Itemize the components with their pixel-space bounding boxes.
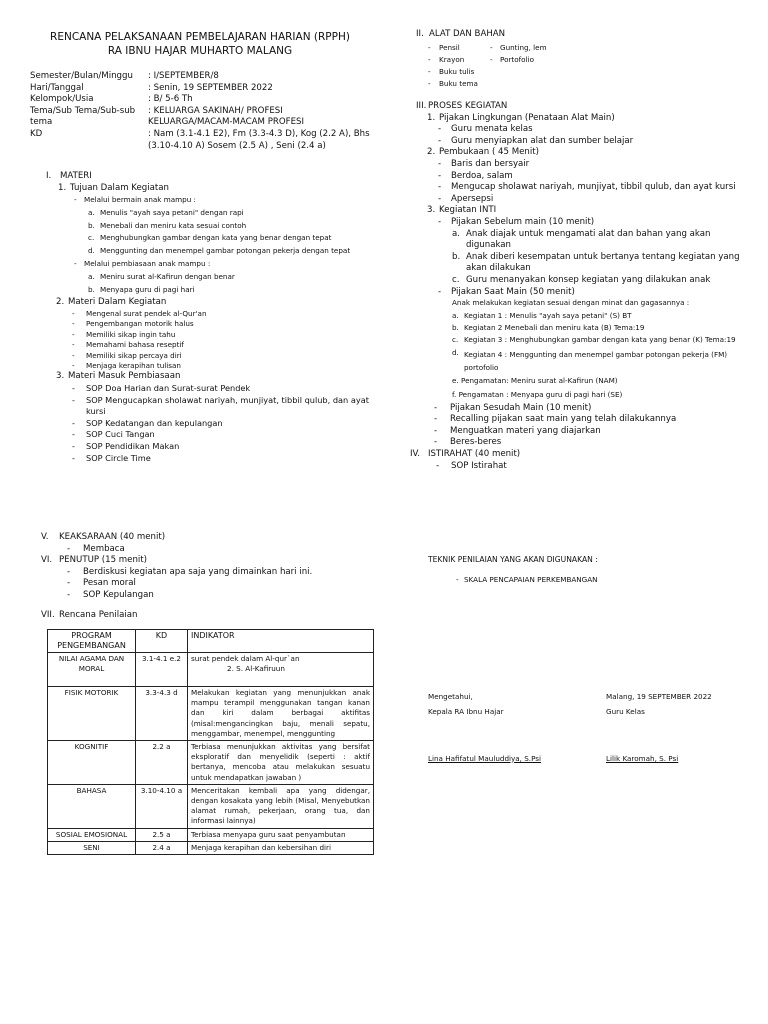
list-item: - Membaca: [67, 543, 125, 554]
list-item: f. Pengamatan : Menyapa guru di pagi hari (SE): [452, 390, 623, 400]
meta-row: Kelompok/Usia : B/ 5-6 Th: [30, 94, 193, 105]
section-heading: VI. PENUTUP (15 menit): [41, 555, 148, 566]
alat-list: [490, 43, 547, 91]
section-proses-kegiatan: III. PROSES KEGIATAN 1. Pijakan Lingkungan (Penataan Alat Main) - Guru menata kelas - Guru menyiapkan alat dan sumber belajar 2. Pembukaan ( 45 Menit) - Baris dan bersyair - Berdoa, salam - Mengucap sholawat nariyah, munjiyat, tibbil qulub, dan ayat kursi - Apersepsi 3. Kegiatan INTI - Pijakan Sebelum main (10 menit) a. Anak diajak untuk mengamati alat dan bahan yang akan digunakan b. Anak diberi kesempatan untuk bertanya tentang kegiatan yang akan dilakukan c. Guru menanyakan konsep kegiatan yang dilakukan anak - Pijakan Saat Main (50 menit) Anak melakukan kegiatan sesuai dengan minat dan gagasannya : a. Kegiatan 1 : Menulis "ayah saya petani" (S) BT b. Kegiatan 2 Menebali dan meniru kata (B) Tema:19 c. Kegiatan 3 : Menghubungkan gambar dengan kata yang benar (K) Tema:19 d. Kegiatan 4 : Menggunting dan menempel gambar potongan pekerja (FM) portofolio e. Pengamatan: Meniru surat al-Kafirun (NAM) f. Pengamatan : Menyapa guru di pagi hari (SE) - Pijakan Sesudah Main (10 menit) - Recalling pijakan saat main yang telah dilakukannya - Menguatkan materi yang diajarkan - Beres-beres IV. ISTIRAHAT (40 menit) - SOP Istirahat: [416, 101, 761, 472]
signatory-name: Lina Hafifatul Mauluddiya, S.Psi: [428, 753, 542, 763]
section-heading: VII. Rencana Penilaian: [41, 609, 138, 620]
signature-right: Malang, 19 SEPTEMBER 2022 Guru Kelas Lilik Karomah, S. Psi: [606, 692, 756, 764]
list-item: - Buku tema: [428, 78, 478, 88]
subsection-heading: 3. Kegiatan INTI: [427, 205, 497, 216]
list-item: - SOP Circle Time: [72, 452, 151, 463]
list-item: - Menguatkan materi yang diajarkan: [434, 425, 601, 436]
school-name: RA IBNU HAJAR MUHARTO MALANG: [107, 45, 293, 57]
section-materi: [46, 171, 386, 464]
list-item: - Pengembangan motorik halus: [72, 319, 194, 329]
meta-info: [30, 71, 370, 152]
list-item: - Recalling pijakan saat main yang telah dilakukannya: [434, 414, 677, 425]
document-title: RENCANA PELAKSANAAN PEMBELAJARAN HARIAN (RPPH): [50, 31, 350, 43]
list-item: d. Kegiatan 4 : Menggunting dan menempel gambar potongan pekerja (FM) portofolio: [452, 347, 728, 372]
alat-list: [428, 43, 490, 91]
section-keaksaraan-penutup: [41, 532, 381, 621]
section-heading: III. PROSES KEGIATAN: [416, 101, 508, 111]
list-item: - SOP Cuci Tangan: [72, 429, 155, 440]
list-item: - Pensil: [428, 42, 460, 52]
list-item: - Mengenal surat pendek al-Qur'an: [72, 309, 207, 319]
subsection-heading: 2. Pembukaan ( 45 Menit): [427, 147, 539, 158]
section-heading: IV. ISTIRAHAT (40 menit): [410, 448, 521, 459]
teknik-penilaian-heading: TEKNIK PENILAIAN YANG AKAN DIGUNAKAN :: [428, 555, 598, 564]
list-item: - SOP Kedatangan dan kepulangan: [72, 417, 223, 428]
column-header: INDIKATOR: [188, 630, 374, 653]
signatory-name: Lilik Karomah, S. Psi: [606, 753, 679, 763]
list-item: - Memiliki sikap percaya diri: [72, 350, 182, 360]
document-header: [20, 30, 380, 58]
list-item: c. Menghubungkan gambar dengan kata yang benar dengan tepat: [88, 233, 332, 243]
meta-row: Semester/Bulan/Minggu : I/SEPTEMBER/8: [30, 71, 219, 81]
signature-left: Mengetahui, Kepala RA Ibnu Hajar Lina Hafifatul Mauluddiya, S.Psi: [428, 692, 588, 764]
pembiasaan-list: [72, 383, 386, 464]
list-item: - Mengucap sholawat nariyah, munjiyat, tibbil qulub, dan ayat kursi: [438, 182, 736, 193]
list-item: - Apersepsi: [438, 193, 494, 204]
list-item: - Krayon: [428, 54, 465, 64]
subsection-heading: 3. Materi Masuk Pembiasaan: [56, 371, 181, 382]
list-item: b. Kegiatan 2 Menebali dan meniru kata (B) Tema:19: [452, 322, 645, 332]
table-header-row: [48, 630, 374, 653]
meta-row: Tema/Sub Tema/Sub-sub tema : KELUARGA SAKINAH/ PROFESI KELUARGA/MACAM-MACAM PROFESI: [30, 105, 304, 128]
subsection-heading: 1. Tujuan Dalam Kegiatan: [58, 182, 169, 193]
subsection-heading: 1. Pijakan Lingkungan (Penataan Alat Main): [427, 112, 615, 123]
list-item: - Guru menata kelas: [438, 124, 533, 135]
list-item: d. Menggunting dan menempel gambar potongan pekerja dengan tepat: [88, 246, 351, 256]
list-item: - Memiliki sikap ingin tahu: [72, 329, 176, 339]
section-alat-bahan: [416, 29, 756, 91]
list-item: - Beres-beres: [434, 437, 502, 448]
list-item: c. Guru menanyakan konsep kegiatan yang dilakukan anak: [452, 274, 711, 285]
teknik-penilaian-item: - SKALA PENCAPAIAN PERKEMBANGAN: [456, 575, 598, 584]
list-item: - Pijakan Sesudah Main (10 menit): [434, 402, 592, 413]
list-item: - Baris dan bersyair: [438, 158, 530, 169]
list-item: a. Menulis "ayah saya petani" dengan rapi: [88, 207, 244, 217]
list-item: a. Kegiatan 1 : Menulis "ayah saya petani" (S) BT: [452, 310, 632, 320]
table-row: FISIK MOTORIK 3.3-4.3 d Melakukan kegiatan yang menunjukkan anak mampu terampil menggunakan tangan kanan dan kiri dalam berbagai aktifitas (misal:mengancingkan baju, menali sepatu, menggambar, menempel, menggunting: [48, 687, 374, 741]
list-item: e. Pengamatan: Meniru surat al-Kafirun (NAM): [452, 375, 618, 385]
penilaian-table: [47, 629, 374, 855]
list-item: c. Kegiatan 3 : Menghubungkan gambar dengan kata yang benar (K) Tema:19: [452, 335, 736, 345]
list-item: - SOP Kepulangan: [67, 589, 154, 600]
list-item: b. Menyapa guru di pagi hari: [88, 284, 195, 294]
section-heading: II. ALAT DAN BAHAN: [416, 29, 506, 39]
column-header: KD: [136, 630, 188, 653]
list-item: - Berdiskusi kegiatan apa saja yang dimainkan hari ini.: [67, 566, 313, 577]
list-item: - SOP Istirahat: [436, 460, 507, 471]
list-item: - Gunting, lem: [490, 42, 547, 52]
list-item: - Portofolio: [490, 54, 534, 64]
meta-row: KD : Nam (3.1-4.1 E2), Fm (3.3-4.3 D), Kog (2.2 A), Bhs (3.10-4.10 A) Sosem (2.5 A) , Seni (2.4 a): [30, 128, 370, 151]
tujuan-list: - Melalui bermain anak mampu : a. Menulis "ayah saya petani" dengan rapi b. Menebali dan meniru kata sesuai contoh c. Menghubungkan gambar dengan kata yang benar dengan tepat d. Menggunting dan menempel gambar potongan pekerja dengan tepat - Melalui pembiasaan anak mampu : a. Meniru surat al-Kafirun dengan benar b. Menyapa guru di pagi hari: [74, 195, 386, 295]
list-item: - Memahami bahasa reseptif: [72, 340, 184, 350]
list-item: a. Anak diajak untuk mengamati alat dan bahan yang akan digunakan: [452, 228, 711, 251]
materi-dalam-list: [72, 309, 386, 371]
column-header: PROGRAM PENGEMBANGAN: [48, 630, 136, 653]
list-item: - SOP Doa Harian dan Surat-surat Pendek: [72, 383, 251, 394]
subsection-heading: 2. Materi Dalam Kegiatan: [56, 297, 167, 308]
list-item: - Buku tulis: [428, 66, 475, 76]
list-item: b. Menebali dan meniru kata sesuai contoh: [88, 220, 247, 230]
table-row: SOSIAL EMOSIONAL 2.5 a Terbiasa menyapa guru saat penyambutan: [48, 828, 374, 841]
table-row: SENI 2.4 a Menjaga kerapihan dan kebersihan diri: [48, 841, 374, 854]
table-row: KOGNITIF 2.2 a Terbiasa menunjukkan aktivitas yang bersifat eksploratif dan menyelidik (seperti : aktif bertanya, mencoba atau melakukan sesuatu untuk mendapatkan jawaban ): [48, 741, 374, 785]
section-heading: V. KEAKSARAAN (40 menit): [41, 532, 166, 542]
list-item: - SOP Pendidikan Makan: [72, 441, 180, 452]
meta-row: Hari/Tanggal : Senin, 19 SEPTEMBER 2022: [30, 82, 273, 93]
list-item: a. Meniru surat al-Kafirun dengan benar: [88, 271, 235, 281]
section-heading: I. MATERI: [46, 171, 92, 181]
list-item: b. Anak diberi kesempatan untuk bertanya tentang kegiatan yang akan dilakukan: [452, 251, 740, 274]
table-row: NILAI AGAMA DAN MORAL 3.1-4.1 e.2 surat pendek dalam Al-qur`an 2. S. Al-Kafiruun: [48, 653, 374, 687]
list-item: - Berdoa, salam: [438, 170, 513, 181]
table-row: BAHASA 3.10-4.10 a Menceritakan kembali apa yang didengar, dengan kosakata yang lebih (Misal, Menyebutkan alamat rumah, pekerjaan, orang tua, dan informasi lainnya): [48, 784, 374, 828]
list-item: - Guru menyiapkan alat dan sumber belajar: [438, 135, 634, 146]
list-item: - Pesan moral: [67, 578, 136, 589]
list-item: - SOP Mengucapkan sholawat nariyah, munjiyat, tibbil qulub, dan ayat kursi: [72, 394, 369, 417]
list-item: - Menjaga kerapihan tulisan: [72, 361, 181, 371]
